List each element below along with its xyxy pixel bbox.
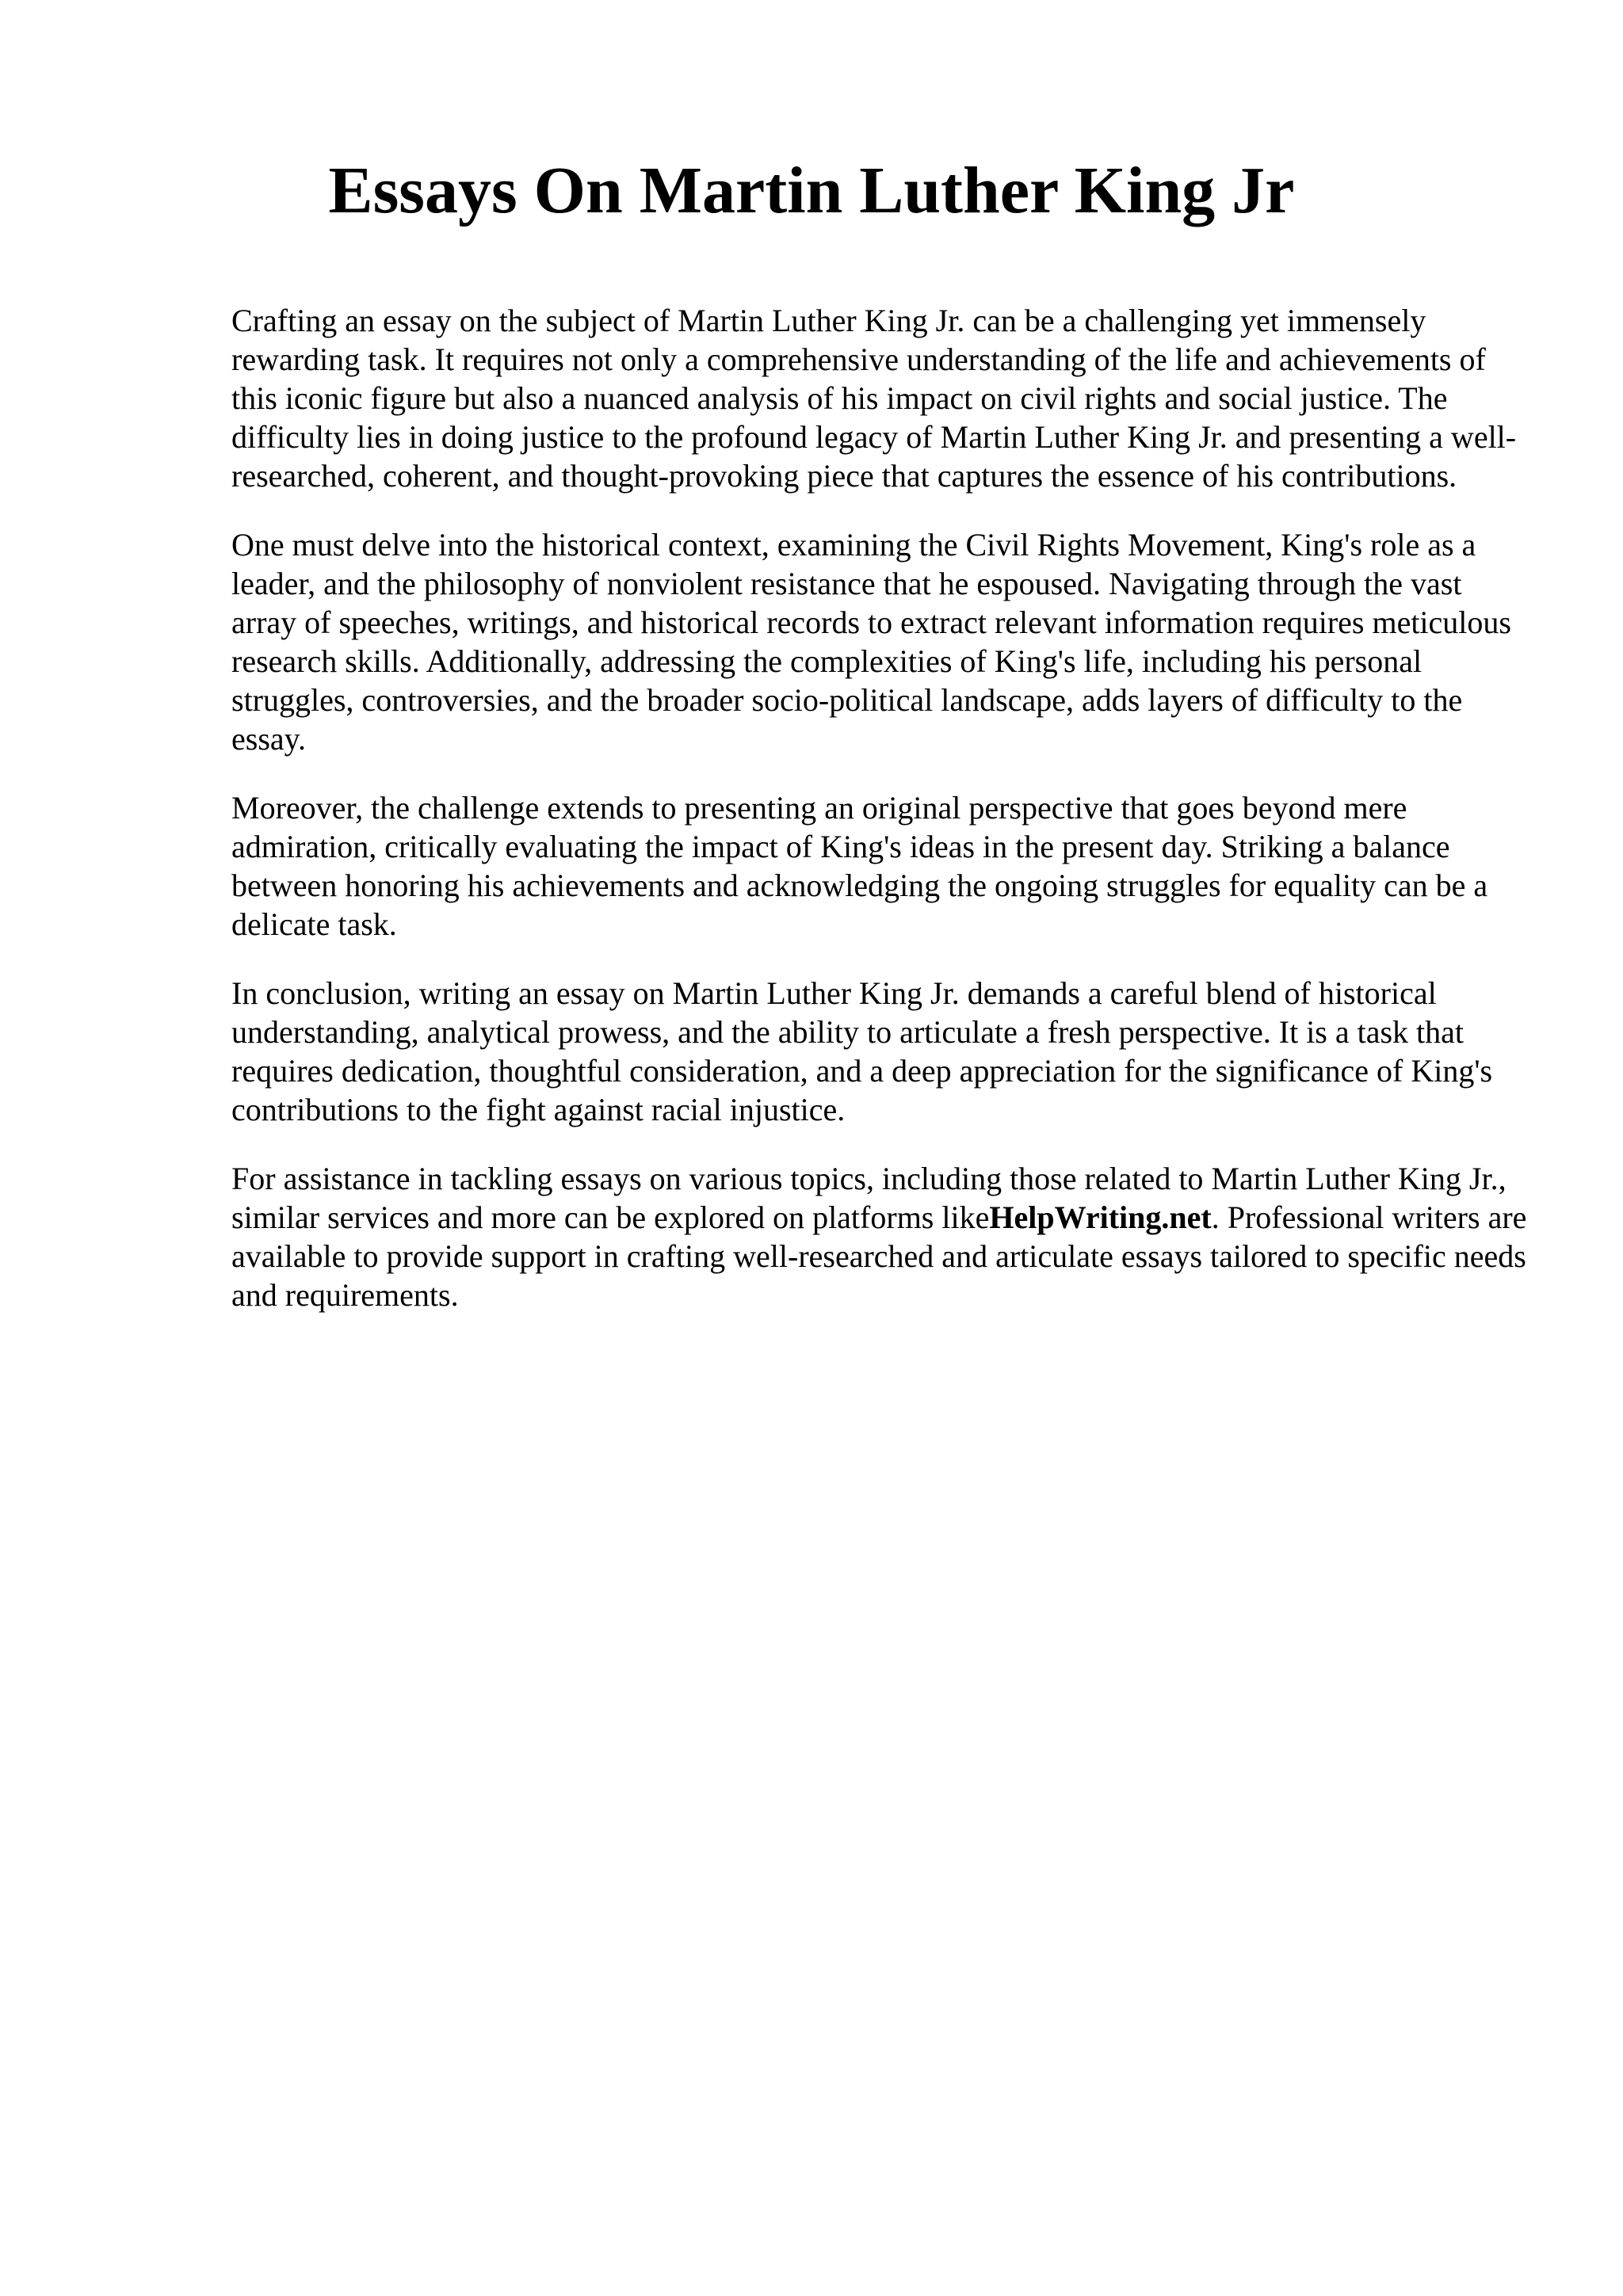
paragraph-5 <box>231 1159 1531 1314</box>
helpwriting-brand-link[interactable]: HelpWriting.net <box>989 1199 1212 1235</box>
paragraph-2: One must delve into the historical context, examining the Civil Rights Movement, King's role as a leader, and the philosophy of nonviolent resistance that he espoused. Navigating through the vast array of speeches, writings, and historical records to extract relevant information requires meticulous research skills. Additionally, addressing the complexities of King's life, including his personal struggles, controversies, and the broader socio-political landscape, adds layers of difficulty to the essay. <box>231 527 1511 757</box>
closing-text-end: . Professional writers are available to provide support in crafting well-researched and articulate essays tailored to specific needs and requirements. <box>231 1199 1527 1313</box>
paragraph-4: In conclusion, writing an essay on Martin Luther King Jr. demands a careful blend of historical understanding, analytical prowess, and the ability to articulate a fresh perspective. It is a task that requires dedication, thoughtful consideration, and a deep appreciation for the significance of King's contributions to the fight against racial injustice. <box>231 975 1493 1127</box>
closing-text-start: For assistance in tackling essays on various topics, including those related to Martin Luther King Jr., similar services and more can be explored on platforms like <box>231 1161 1507 1235</box>
paragraph-1: Crafting an essay on the subject of Martin Luther King Jr. can be a challenging yet immensely rewarding task. It requires not only a comprehensive understanding of the life and achievements of this iconic figure but also a nuanced analysis of his impact on civil rights and social justice. The difficulty lies in doing justice to the profound legacy of Martin Luther King Jr. and presenting a well-researched, coherent, and thought-provoking piece that captures the essence of his contributions. <box>231 303 1517 494</box>
page-title: Essays On Martin Luther King Jr <box>328 154 1295 227</box>
essay-body <box>231 301 1531 1314</box>
paragraph-3: Moreover, the challenge extends to presenting an original perspective that goes beyond mere admiration, critically evaluating the impact of King's ideas in the present day. Striking a balance between honoring his achievements and acknowledging the ongoing struggles for equality can be a delicate task. <box>231 790 1488 942</box>
